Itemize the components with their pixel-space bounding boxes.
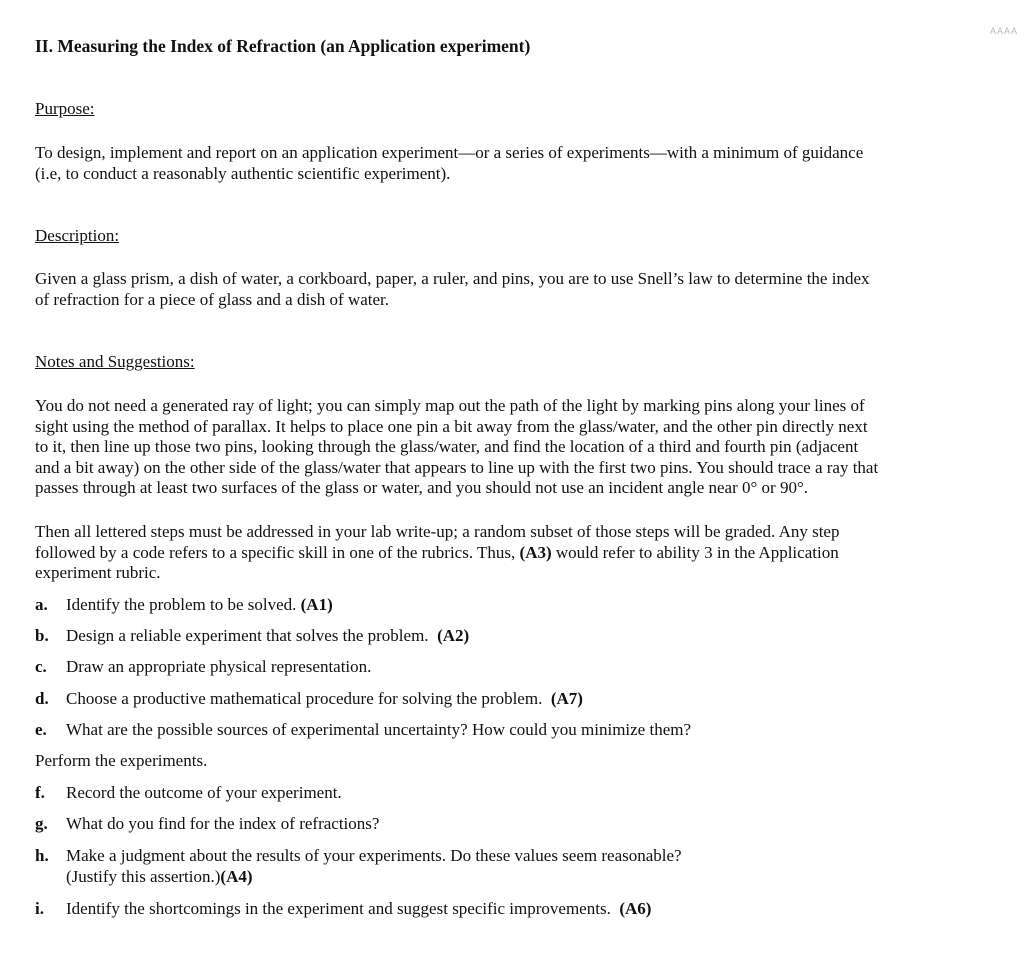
notes-line-pre: followed by a code refers to a specific skill in one of the rubrics. Thus,	[35, 542, 516, 562]
notes-paragraph-2	[35, 522, 985, 584]
step-label: b.	[35, 626, 49, 645]
step-text	[66, 783, 966, 804]
step-body: Make a judgment about the results of your experiments. Do these values seem reasonable?	[66, 846, 682, 865]
notes-line: passes through at least two surfaces of the glass or water, and you should not use an incident angle near 0° or 90°.	[35, 478, 808, 497]
step-body: Record the outcome of your experiment.	[66, 783, 342, 802]
rubric-code: (A7)	[550, 689, 583, 708]
step-body: Identify the problem to be solved.	[66, 595, 297, 614]
step-label: f.	[35, 783, 45, 802]
notes-line: to it, then line up those two pins, looking through the glass/water, and find the location of a third and fourth pin (adjacent	[35, 437, 859, 456]
notes-line: sight using the method of parallax. It helps to place one pin a bit away from the glass/water, and the other pin directly next	[35, 416, 868, 436]
step-label: h.	[35, 846, 49, 865]
step-text	[66, 899, 966, 920]
step-body: Choose a productive mathematical procedure for solving the problem.	[66, 689, 543, 708]
step-body: Identify the shortcomings in the experiment and suggest specific improvements.	[66, 899, 611, 918]
rubric-code: (A3)	[519, 542, 552, 562]
rubric-code: (A1)	[300, 595, 333, 614]
step-text	[66, 814, 966, 835]
description-heading: Description:	[35, 226, 120, 245]
step-body: Draw an appropriate physical representation.	[66, 657, 372, 676]
step-body: Design a reliable experiment that solves the problem.	[66, 626, 429, 645]
corner-mark: AAAA	[989, 26, 1018, 36]
step-text	[66, 689, 966, 710]
step-label: d.	[35, 689, 49, 708]
notes-line-post: would refer to ability 3 in the Application	[555, 542, 839, 562]
step-label: c.	[35, 657, 47, 676]
purpose-line-1: To design, implement and report on an application experiment—or a series of experiments—with a minimum of guidance	[35, 143, 864, 162]
step-label: e.	[35, 720, 47, 739]
step-text	[66, 657, 966, 678]
rubric-code: (A6)	[619, 899, 652, 918]
perform-line: Perform the experiments.	[35, 751, 208, 770]
step-text	[66, 846, 966, 887]
notes-heading: Notes and Suggestions:	[35, 352, 195, 371]
step-label: i.	[35, 899, 44, 918]
step-text	[66, 720, 966, 741]
notes-line: experiment rubric.	[35, 563, 161, 582]
step-text	[66, 626, 966, 647]
step-body-line-2	[66, 867, 966, 888]
section-title: II. Measuring the Index of Refraction (an Application experiment)	[35, 36, 531, 56]
purpose-heading: Purpose:	[35, 99, 95, 118]
notes-line: You do not need a generated ray of light; you can simply map out the path of the light by marking pins along your lines of	[35, 396, 865, 415]
step-text	[66, 595, 966, 616]
step-body: What do you find for the index of refractions?	[66, 814, 380, 833]
description-line-1: Given a glass prism, a dish of water, a corkboard, paper, a ruler, and pins, you are to use Snell’s law to determine the index	[35, 269, 870, 288]
step-body-continued: (Justify this assertion.)	[66, 866, 221, 886]
notes-line: Then all lettered steps must be addressed in your lab write-up; a random subset of those steps will be graded. Any step	[35, 522, 840, 541]
step-label: g.	[35, 814, 48, 833]
description-line-2: of refraction for a piece of glass and a dish of water.	[35, 289, 390, 309]
description-text	[35, 269, 985, 310]
notes-paragraph-1	[35, 396, 985, 499]
rubric-code: (A2)	[437, 626, 470, 645]
step-body: What are the possible sources of experimental uncertainty? How could you minimize them?	[66, 720, 692, 739]
purpose-line-2: (i.e, to conduct a reasonably authentic scientific experiment).	[35, 163, 451, 183]
notes-line	[35, 543, 985, 564]
step-label: a.	[35, 595, 48, 614]
purpose-text	[35, 143, 985, 184]
rubric-code: (A4)	[220, 866, 253, 886]
notes-line: and a bit away) on the other side of the glass/water that appears to line up with the first two pins. You should trace a ray that	[35, 457, 879, 477]
